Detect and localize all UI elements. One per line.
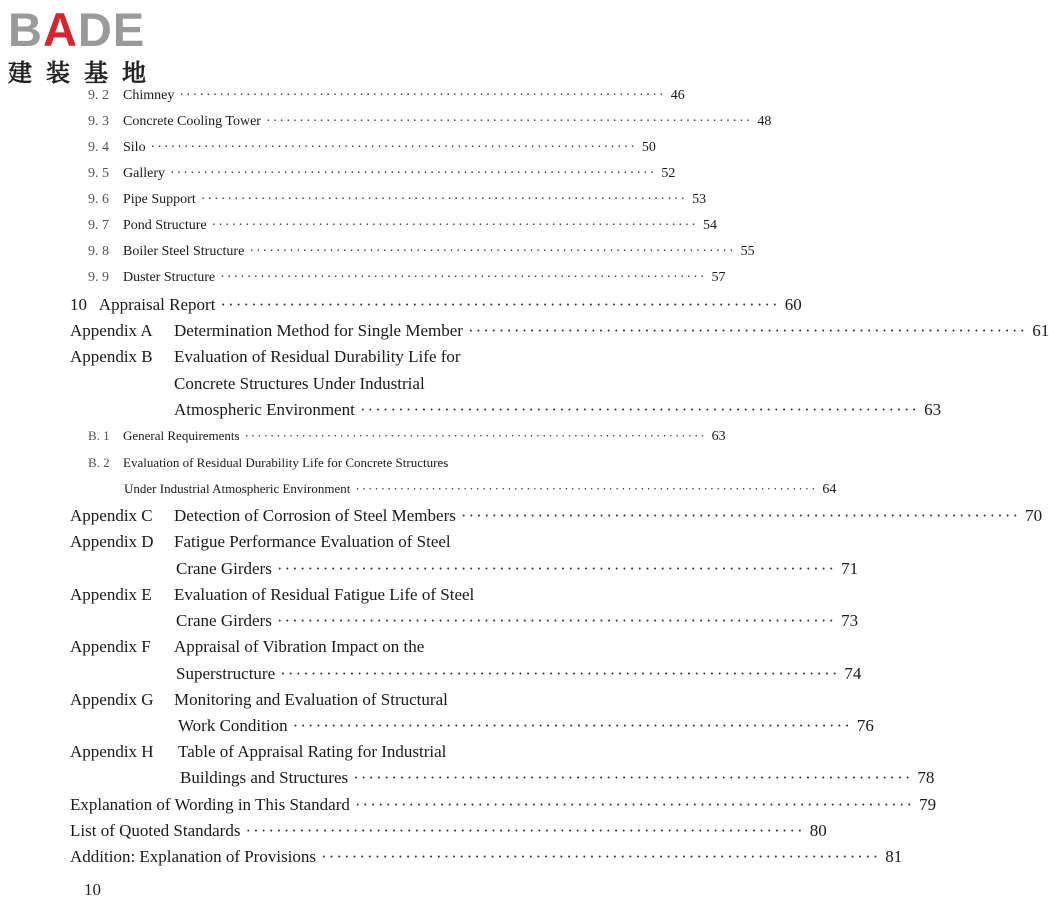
page-ref: 71	[841, 559, 859, 578]
leader-dots: ·········································································	[467, 321, 1028, 340]
leader-dots: ·········································································	[179, 88, 666, 103]
toc-entry-9-4: 9. 4 Silo ········································································· 50	[88, 140, 656, 155]
page-ref: 46	[670, 88, 685, 103]
logo-subtitle: 建装基地	[8, 59, 160, 87]
toc-line: Appendix F Appraisal of Vibration Impact on the	[70, 637, 425, 656]
toc-entry-9-2: 9. 2 Chimney ········································································· 46	[88, 88, 685, 103]
toc-entry-b-1: B. 1 General Requirements ········································································· 63	[88, 428, 726, 444]
toc-line: Crane Girders ········································································· 73	[176, 611, 859, 630]
page-ref: 48	[757, 114, 772, 129]
toc-line: Appendix E Evaluation of Residual Fatigue Life of Steel	[70, 585, 475, 604]
toc-line: Under Industrial Atmospheric Environment ········································································· 64	[124, 481, 837, 497]
page-ref: 76	[856, 716, 874, 735]
leader-dots: ·········································································	[244, 428, 707, 443]
toc-line: Buildings and Structures ········································································· 78	[180, 768, 935, 787]
leader-dots: ·········································································	[249, 244, 736, 259]
toc-line: Concrete Structures Under Industrial	[174, 374, 425, 393]
toc-line: Appendix G Monitoring and Evaluation of Structural	[70, 690, 448, 709]
toc-entry-appendix-a: Appendix A Determination Method for Single Member ········································································· 61	[70, 321, 1049, 340]
leader-dots: ·········································································	[245, 821, 805, 840]
leader-dots: ·········································································	[359, 400, 920, 419]
leader-dots: ·········································································	[353, 768, 913, 787]
toc-entry-9-8: 9. 8 Boiler Steel Structure ········································································· 55	[88, 244, 755, 259]
toc-line: Superstructure ········································································· 74	[176, 664, 862, 683]
toc-line: Work Condition ········································································· 76	[178, 716, 874, 735]
page-ref: 63	[711, 429, 726, 444]
toc-line: B. 2 Evaluation of Residual Durability Life for Concrete Structures	[88, 455, 449, 470]
leader-dots: ·········································································	[292, 716, 852, 735]
toc-line: Appendix H Table of Appraisal Rating for Industrial	[70, 742, 447, 761]
toc-entry-9-7: 9. 7 Pond Structure ········································································· 54	[88, 218, 717, 233]
leader-dots: ·········································································	[354, 795, 915, 814]
toc-entry-9-5: 9. 5 Gallery ········································································· 52	[88, 166, 676, 181]
toc-line: Appendix B Evaluation of Residual Durability Life for	[70, 347, 461, 366]
toc-entry-wording: Explanation of Wording in This Standard ········································································· 79	[70, 795, 937, 814]
page-ref: 79	[919, 795, 937, 814]
toc-line: Atmospheric Environment ········································································· 63	[174, 400, 942, 419]
page-ref: 55	[740, 244, 755, 259]
leader-dots: ·········································································	[200, 192, 688, 207]
page-ref: 50	[641, 140, 656, 155]
leader-dots: ·········································································	[220, 295, 780, 314]
leader-dots: ·········································································	[265, 114, 753, 129]
page-ref: 81	[885, 847, 903, 866]
page-ref: 61	[1032, 321, 1049, 340]
leader-dots: ·········································································	[276, 611, 837, 630]
leader-dots: ·········································································	[280, 664, 840, 683]
toc-entry-quoted-standards: List of Quoted Standards ········································································· 80	[70, 821, 827, 840]
page-ref: 60	[784, 295, 802, 314]
page-ref: 63	[924, 400, 942, 419]
leader-dots: ·········································································	[321, 847, 881, 866]
page-ref: 70	[1025, 506, 1043, 525]
page-ref: 54	[702, 218, 717, 233]
leader-dots: ·········································································	[211, 218, 698, 233]
toc-entry-9-3: 9. 3 Concrete Cooling Tower ········································································· 48	[88, 114, 772, 129]
toc-line: Appendix D Fatigue Performance Evaluation of Steel	[70, 532, 451, 551]
page-ref: 74	[844, 664, 862, 683]
page-ref: 53	[692, 192, 707, 207]
leader-dots: ·········································································	[150, 140, 637, 155]
leader-dots: ·········································································	[355, 481, 818, 496]
toc-entry-9-6: 9. 6 Pipe Support ········································································· 53	[88, 192, 707, 207]
toc-entry-addition: Addition: Explanation of Provisions ········································································· 81	[70, 847, 903, 866]
toc-entry-9-9: 9. 9 Duster Structure ········································································· 57	[88, 270, 726, 285]
toc-entry-chapter-10: 10 Appraisal Report ········································································· 60	[70, 295, 802, 314]
page-ref: 73	[841, 611, 859, 630]
leader-dots: ·········································································	[220, 270, 707, 285]
page-number: 10	[84, 880, 101, 899]
page-ref: 52	[661, 166, 676, 181]
leader-dots: ·········································································	[169, 166, 657, 181]
toc-line: Crane Girders ········································································· 71	[176, 559, 859, 578]
page-ref: 78	[917, 768, 935, 787]
leader-dots: ·········································································	[460, 506, 1021, 525]
page-ref: 57	[711, 270, 726, 285]
page-ref: 64	[822, 482, 837, 497]
logo-wordmark: BADE	[8, 3, 146, 56]
leader-dots: ·········································································	[276, 559, 837, 578]
page-ref: 80	[809, 821, 827, 840]
toc-entry-appendix-c: Appendix C Detection of Corrosion of Steel Members ········································································· 70	[70, 506, 1043, 525]
